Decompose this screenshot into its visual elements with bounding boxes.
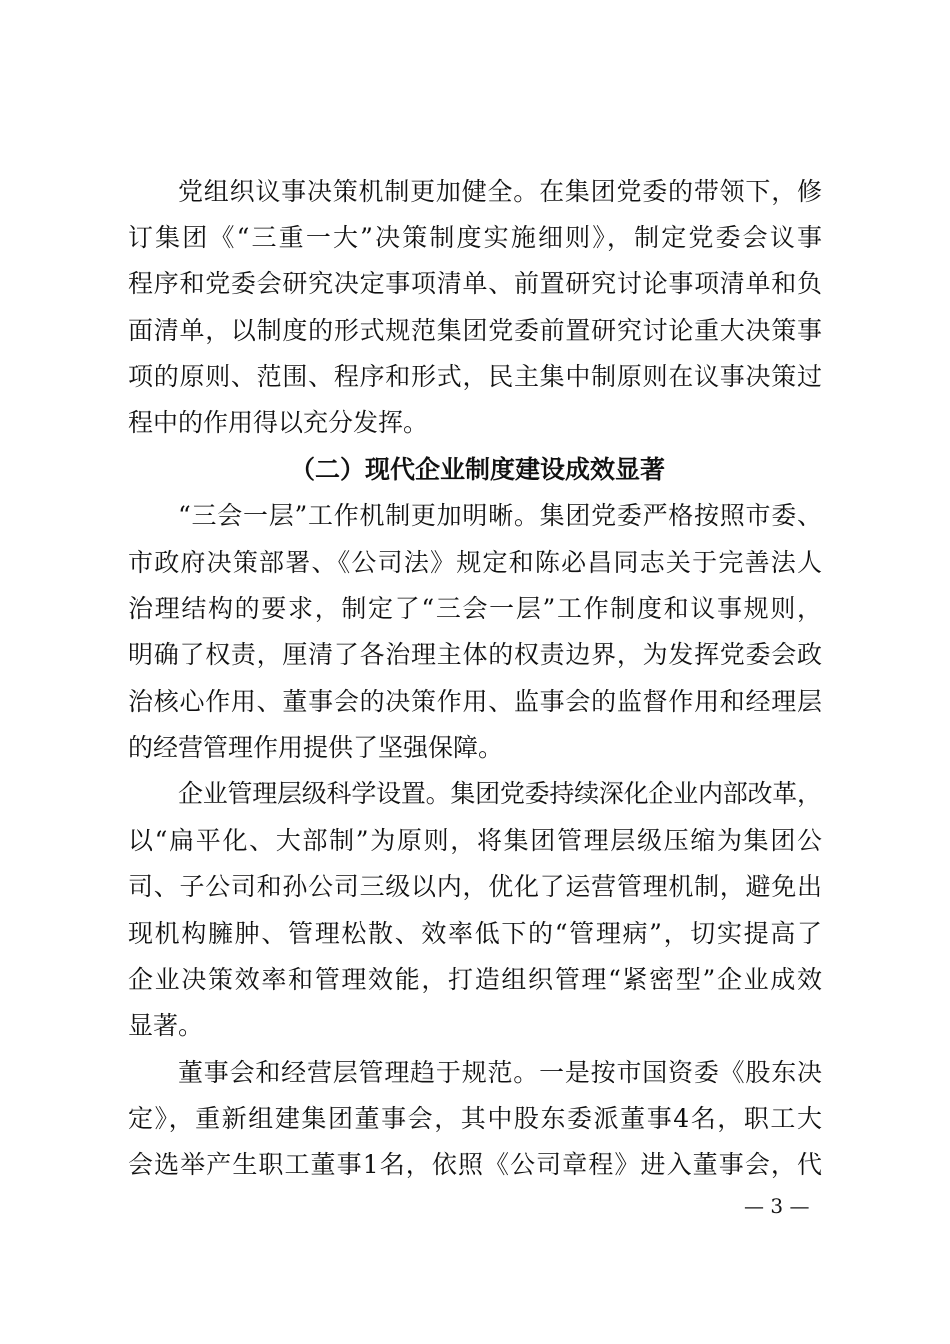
line-text: 明确了权责，厘清了各治理主体的权责边界，为发挥党委会政	[128, 640, 823, 669]
paragraph-line	[0, 264, 950, 304]
paragraph-line	[0, 357, 950, 397]
line-text: 程序和党委会研究决定事项清单、前置研究讨论事项清单和负	[128, 269, 823, 298]
paragraph-line	[0, 960, 950, 1000]
line-text: 会选举产生职工董事1名，依照《公司章程》进入董事会，代	[128, 1150, 824, 1179]
paragraph-line	[0, 1006, 950, 1046]
line-text: 党组织议事决策机制更加健全。在集团党委的带领下，修	[178, 177, 823, 206]
paragraph-line	[0, 914, 950, 954]
paragraph-line	[0, 496, 950, 536]
line-text: 现机构臃肿、管理松散、效率低下的“管理病”，切实提高了	[128, 919, 824, 948]
line-text: 企业决策效率和管理效能，打造组织管理“紧密型”企业成效	[128, 965, 824, 994]
line-text: 面清单，以制度的形式规范集团党委前置研究讨论重大决策事	[128, 316, 823, 345]
line-text: 程中的作用得以充分发挥。	[128, 408, 429, 437]
line-text: 项的原则、范围、程序和形式，民主集中制原则在议事决策过	[128, 362, 823, 391]
paragraph-line	[0, 589, 950, 629]
line-text: 司、子公司和孙公司三级以内，优化了运营管理机制，避免出	[128, 872, 823, 901]
paragraph-line	[0, 635, 950, 675]
line-text: 市政府决策部署、《公司法》规定和陈必昌同志关于完善法人	[128, 548, 824, 577]
section-heading	[0, 450, 950, 490]
line-text: 定》，重新组建集团董事会，其中股东委派董事4名，职工大	[128, 1104, 824, 1133]
paragraph-line	[0, 774, 950, 814]
paragraph-line	[0, 821, 950, 861]
line-text: 治核心作用、董事会的决策作用、监事会的监督作用和经理层	[128, 687, 823, 716]
section-heading-text: （二）现代企业制度建设成效显著	[290, 455, 666, 484]
line-text: 订集团《“三重一大”决策制度实施细则》，制定党委会议事	[128, 223, 825, 252]
paragraph-line	[0, 403, 950, 443]
paragraph-line	[0, 682, 950, 722]
paragraph-line	[0, 1145, 950, 1185]
paragraph-line	[0, 172, 950, 212]
line-text: 董事会和经营层管理趋于规范。一是按市国资委《股东决	[178, 1058, 823, 1087]
line-text: 的经营管理作用提供了坚强保障。	[128, 733, 504, 762]
paragraph-line	[0, 1099, 950, 1139]
line-text: 企业管理层级科学设置。集团党委持续深化企业内部改革，	[178, 779, 822, 808]
paragraph-line	[0, 1053, 950, 1093]
line-text: 显著。	[128, 1011, 204, 1040]
page-number: — 3 —	[744, 1194, 810, 1218]
line-text: 以“扁平化、大部制”为原则，将集团管理层级压缩为集团公	[128, 826, 824, 855]
paragraph-line	[0, 311, 950, 351]
paragraph-line	[0, 218, 950, 258]
paragraph-line	[0, 867, 950, 907]
paragraph-line	[0, 728, 950, 768]
line-text: “三会一层”工作机制更加明晰。集团党委严格按照市委、	[178, 501, 823, 530]
line-text: 治理结构的要求，制定了“三会一层”工作制度和议事规则，	[128, 594, 824, 623]
paragraph-line	[0, 543, 950, 583]
